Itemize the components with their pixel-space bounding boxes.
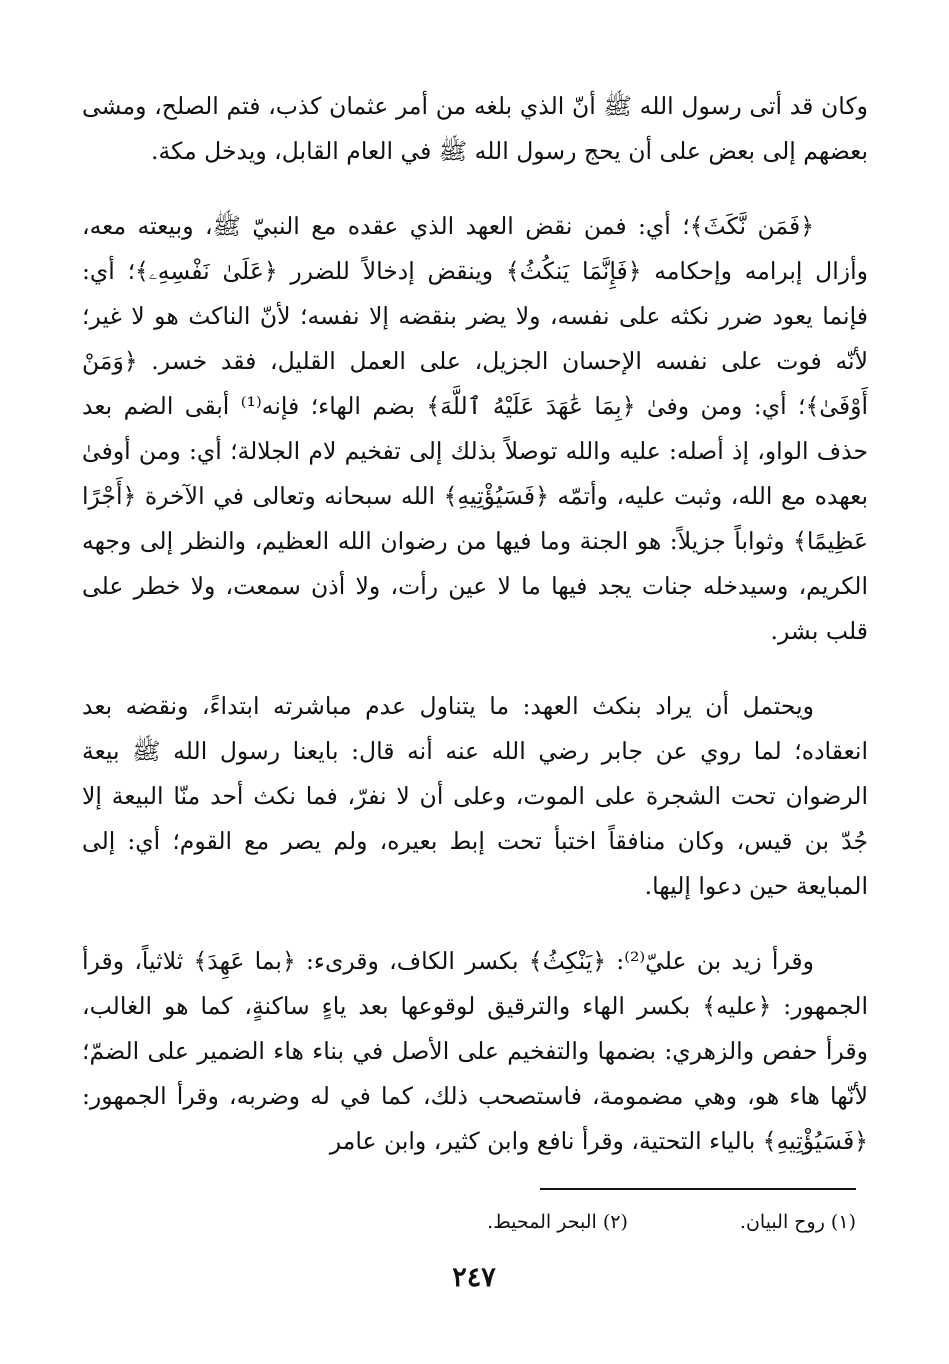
paragraph-4: وقرأ زيد بن عليّ⁽²⁾: ﴿يَنْكِثُ﴾ بكسر الكاف، وقرىء: ﴿بما عَهِدَ﴾ ثلاثياً، وقرأ الجمهور: ﴿عليه﴾ بكسر الهاء والترقيق لوقوعها بعد ياءٍ ساكنةٍ، كما هو الغالب، وقرأ حفص والزهري: بضمها والتفخيم على الأصل في بناء هاء الضمير على الضمّ؛ لأنّها هاء هو، وهي مضمومة، فاستصحب ذلك، كما في له وضربه، وقرأ الجمهور: ﴿فَسَيُؤْتِيهِ﴾ بالياء التحتية، وقرأ نافع وابن كثير، وابن عامر bbox=[82, 947, 868, 1155]
paragraph-2: ﴿فَمَن نَّكَثَ﴾؛ أي: فمن نقض العهد الذي عقده مع النبيّ ﷺ، وبيعته معه، وأزال إبرامه وإحكامه ﴿فَإِنَّمَا يَنكُثُ﴾ وينقض إدخالاً للضرر ﴿عَلَىٰ نَفْسِهِۦ﴾؛ أي: فإنما يعود ضرر نكثه على نفسه، ولا يضر بنقضه إلا نفسه؛ لأنّ الناكث هو لا غير؛ لأنّه فوت على نفسه الإحسان الجزيل، على العمل القليل، فقد خسر. ﴿وَمَنْ أَوْفَىٰ﴾؛ أي: ومن وفىٰ ﴿بِمَا عَٰهَدَ عَلَيْهُ ٱللَّهَ﴾ بضم الهاء؛ فإنه⁽¹⁾ أبقى الضم بعد حذف الواو، إذ أصله: عليه والله توصلاً بذلك إلى تفخيم لام الجلالة؛ أي: ومن أوفىٰ بعهده مع الله، وثبت عليه، وأتمّه ﴿فَسَيُؤْتِيهِ﴾ الله سبحانه وتعالى في الآخرة ﴿أَجْرًا عَظِيمًا﴾ وثواباً جزيلاً: هو الجنة وما فيها من رضوان الله العظيم، والنظر إلى وجهه الكريم، وسيدخله جنات يجد فيها ما لا عين رأت، ولا أذن سمعت، ولا خطر على قلب بشر. bbox=[82, 212, 868, 645]
paragraph-3: ويحتمل أن يراد بنكث العهد: ما يتناول عدم مباشرته ابتداءً، ونقضه بعد انعقاده؛ لما روي عن جابر رضي الله عنه أنه قال: بايعنا رسول الله ﷺ بيعة الرضوان تحت الشجرة على الموت، وعلى أن لا نفرّ، فما نكث أحد منّا البيعة إلا جُدّ بن قيس، وكان منافقاً اختبأ تحت إبط بعيره، ولم يصر مع القوم؛ أي: إلى المبايعة حين دعوا إليها. bbox=[82, 692, 868, 900]
footnote-1: (١) روح البيان. bbox=[739, 1211, 856, 1233]
page-number: ٢٤٧ bbox=[452, 1262, 496, 1293]
footnotes bbox=[200, 1204, 856, 1244]
footnote-separator bbox=[540, 1188, 856, 1190]
main-text bbox=[82, 84, 868, 1194]
footnote-2: (٢) البحر المحيط. bbox=[487, 1211, 628, 1233]
paragraph-1: وكان قد أتى رسول الله ﷺ أنّ الذي بلغه من أمر عثمان كذب، فتم الصلح، ومشى بعضهم إلى بعض على أن يحج رسول الله ﷺ في العام القابل، ويدخل مكة. bbox=[82, 92, 868, 165]
